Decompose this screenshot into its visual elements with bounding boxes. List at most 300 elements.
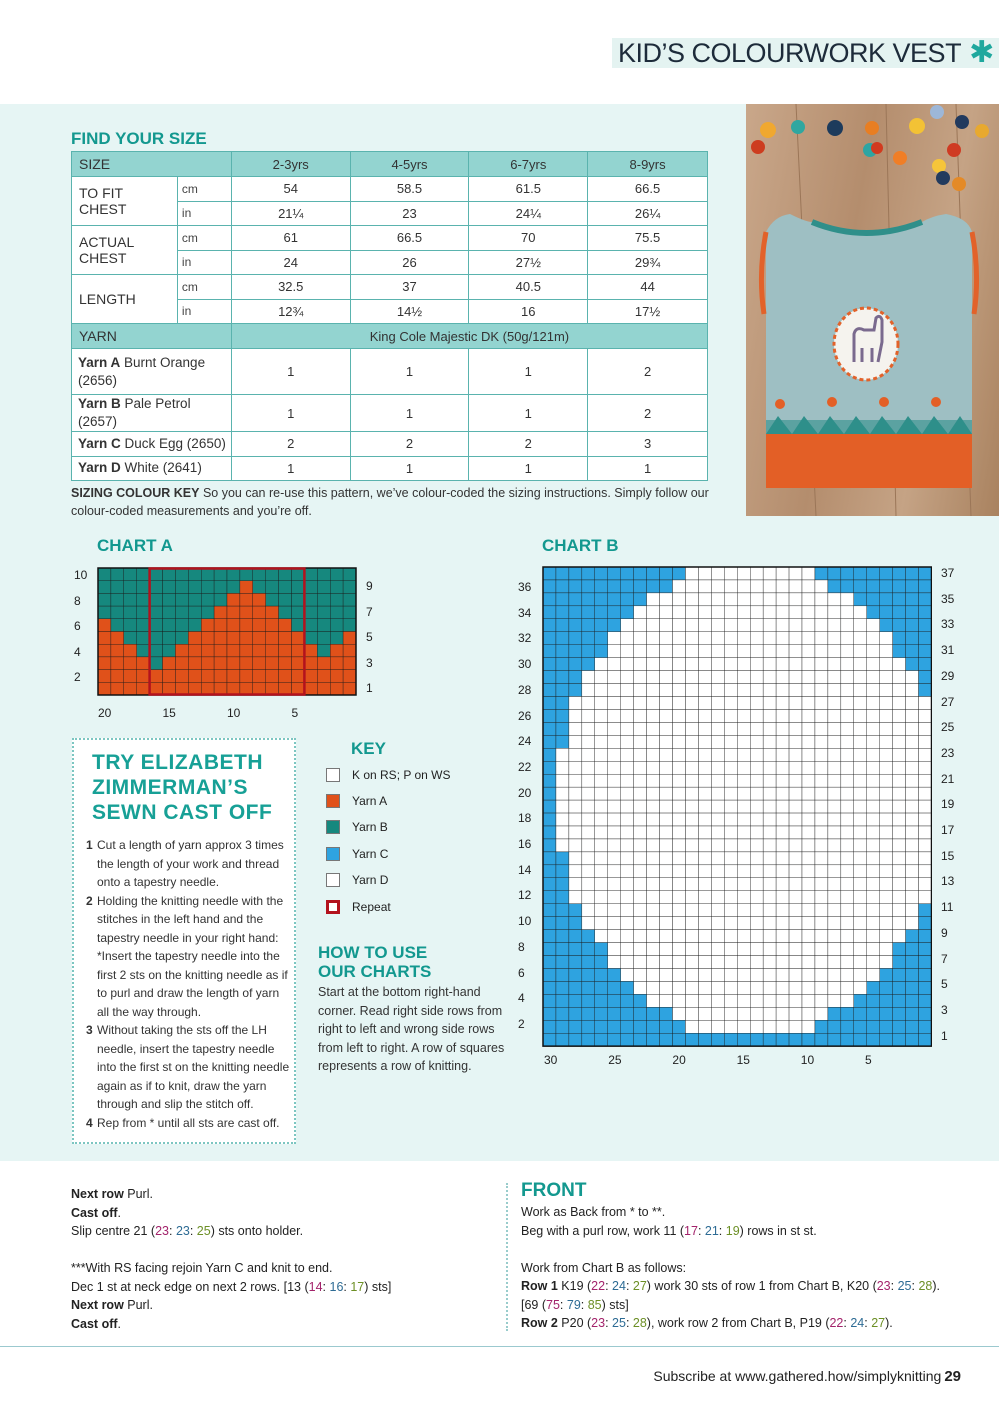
chart-b-cell	[867, 981, 880, 994]
chart-b-cell	[893, 813, 906, 826]
chart-b-cell	[802, 930, 815, 943]
chart-b-cell	[919, 748, 932, 761]
chart-b-cell	[634, 994, 647, 1007]
chart-a-cell	[292, 644, 305, 657]
chart-b-cell	[569, 800, 582, 813]
chart-b-cell	[582, 943, 595, 956]
chart-b-cell	[737, 567, 750, 580]
yarn-b-row	[72, 395, 708, 432]
chart-b-cell	[867, 839, 880, 852]
chart-b-cell	[737, 891, 750, 904]
chart-a-cell	[188, 593, 201, 606]
chart-b-cell	[621, 878, 634, 891]
chart-b-cell	[802, 606, 815, 619]
yarn-count-cell: 1	[350, 349, 469, 395]
chart-b-cell	[893, 580, 906, 593]
chart-a-row-label: 2	[74, 670, 81, 684]
chart-b-cell	[621, 826, 634, 839]
chart-b-cell	[893, 930, 906, 943]
chart-a-cell	[188, 606, 201, 619]
chart-b-cell	[815, 839, 828, 852]
chart-b-cell	[854, 593, 867, 606]
chart-b-cell	[737, 904, 750, 917]
subscribe-link[interactable]: Subscribe at www.gathered.how/simplyknitting	[653, 1368, 942, 1384]
yarn-d-swatch	[326, 873, 340, 887]
chart-b-cell	[828, 671, 841, 684]
chart-b-cell	[763, 865, 776, 878]
chart-b-cell	[673, 761, 686, 774]
chart-b-cell	[711, 956, 724, 969]
chart-b-cell	[867, 761, 880, 774]
chart-b-cell	[647, 878, 660, 891]
chart-b-cell	[815, 904, 828, 917]
chart-b-cell	[569, 826, 582, 839]
chart-b-cell	[893, 761, 906, 774]
chart-b-cell	[685, 865, 698, 878]
chart-b-cell	[647, 774, 660, 787]
chart-b-cell	[698, 1007, 711, 1020]
chart-b-cell	[608, 748, 621, 761]
chart-a-cell	[163, 632, 176, 645]
chart-b-cell	[582, 619, 595, 632]
chart-b-cell	[815, 813, 828, 826]
unit-label: cm	[177, 177, 231, 202]
chart-b-cell	[776, 813, 789, 826]
chart-b-cell	[750, 619, 763, 632]
chart-b-cell	[815, 981, 828, 994]
chart-b-cell	[647, 606, 660, 619]
chart-a-cell	[163, 670, 176, 683]
chart-a-cell	[330, 632, 343, 645]
chart-b-cell	[906, 722, 919, 735]
chart-b-cell	[750, 709, 763, 722]
chart-b-cell	[867, 904, 880, 917]
size-row	[72, 152, 708, 177]
chart-b-cell	[789, 619, 802, 632]
chart-a-cell	[253, 682, 266, 695]
chart-a-cell	[304, 593, 317, 606]
chart-b-cell	[595, 709, 608, 722]
chart-b-cell	[750, 865, 763, 878]
chart-a-cell	[343, 568, 356, 581]
chart-a-cell	[98, 593, 111, 606]
tip-step: 4 Rep from * until all sts are cast off.	[86, 1115, 280, 1130]
chart-b-cell	[673, 968, 686, 981]
chart-a-cell	[111, 657, 124, 670]
chart-b-cell	[750, 943, 763, 956]
vest-photo-illustration	[746, 104, 999, 516]
chart-a-cell	[188, 568, 201, 581]
measurement-cell: 66.5	[588, 177, 708, 202]
chart-a-cell	[137, 632, 150, 645]
chart-b-cell	[841, 697, 854, 710]
chart-b-cell	[750, 632, 763, 645]
chart-b-cell	[647, 1020, 660, 1033]
chart-b-cell	[556, 645, 569, 658]
chart-b-cell	[841, 930, 854, 943]
chart-b-cell	[556, 813, 569, 826]
chart-b-cell	[906, 1033, 919, 1046]
repeat-swatch	[326, 900, 340, 914]
chart-a-cell	[188, 632, 201, 645]
chart-b-row-label: 20	[518, 785, 532, 800]
chart-b-cell	[737, 748, 750, 761]
chart-a-cell	[227, 619, 240, 632]
chart-b-cell	[634, 697, 647, 710]
chart-b-cell	[828, 981, 841, 994]
chart-a-cell	[343, 593, 356, 606]
chart-b-cell	[880, 774, 893, 787]
chart-b-cell	[724, 813, 737, 826]
chart-b-cell	[673, 813, 686, 826]
chart-b-cell	[802, 891, 815, 904]
chart-b-cell	[608, 904, 621, 917]
yarn-count-cell: 1	[231, 456, 350, 481]
chart-a-cell	[150, 670, 163, 683]
chart-a-cell	[163, 568, 176, 581]
chart-a-cell	[304, 568, 317, 581]
chart-b-cell	[802, 748, 815, 761]
chart-b-cell	[815, 580, 828, 593]
chart-b-cell	[737, 943, 750, 956]
chart-a-cell	[343, 581, 356, 594]
chart-b-cell	[906, 878, 919, 891]
chart-b-cell	[789, 1020, 802, 1033]
chart-b-cell	[841, 645, 854, 658]
chart-b-cell	[698, 826, 711, 839]
chart-b-cell	[711, 1007, 724, 1020]
chart-b-cell	[724, 593, 737, 606]
chart-b-cell	[698, 684, 711, 697]
chart-b-cell	[737, 735, 750, 748]
chart-b-cell	[841, 891, 854, 904]
chart-a-cell	[227, 632, 240, 645]
chart-b-cell	[841, 567, 854, 580]
chart-a-col-label: 15	[162, 706, 176, 720]
yarn-count-cell: 2	[231, 432, 350, 457]
sizing-colour-key: SIZING COLOUR KEY So you can re-use this pattern, we’ve colour-coded the sizing instructions. Simply follow our colour-coded measurements and you’re off.	[71, 486, 709, 518]
chart-b-cell	[867, 878, 880, 891]
chart-b-cell	[841, 593, 854, 606]
chart-a-cell	[317, 593, 330, 606]
chart-a-cell	[137, 606, 150, 619]
chart-b-cell	[841, 722, 854, 735]
measurement-cell: 70	[469, 226, 588, 251]
chart-b-cell	[867, 1007, 880, 1020]
chart-b-row-label: 27	[941, 694, 955, 709]
chart-b-cell	[841, 904, 854, 917]
chart-b-cell	[595, 891, 608, 904]
chart-b-cell	[893, 645, 906, 658]
chart-b-cell	[906, 865, 919, 878]
chart-b-cell	[595, 878, 608, 891]
chart-b-cell	[595, 697, 608, 710]
chart-b-cell	[763, 904, 776, 917]
yarn-count-cell: 1	[231, 349, 350, 395]
chart-b-cell	[893, 748, 906, 761]
chart-b-cell	[919, 891, 932, 904]
how-to-title: HOW TO USE OUR CHARTS	[318, 943, 432, 981]
yarn-d-row	[72, 456, 708, 481]
chart-b-cell	[802, 709, 815, 722]
chart-b-cell	[854, 761, 867, 774]
chart-b-cell	[854, 891, 867, 904]
chart-b-cell	[634, 813, 647, 826]
chart-b-cell	[634, 1020, 647, 1033]
chart-b-cell	[608, 774, 621, 787]
chart-b-cell	[556, 904, 569, 917]
chart-b-cell	[647, 593, 660, 606]
chart-b-cell	[906, 891, 919, 904]
chart-b-cell	[569, 593, 582, 606]
chart-b-cell	[750, 891, 763, 904]
chart-b-cell	[841, 956, 854, 969]
chart-b-cell	[750, 917, 763, 930]
chart-b-cell	[789, 839, 802, 852]
chart-b-cell	[608, 852, 621, 865]
chart-b-cell	[789, 904, 802, 917]
chart-b-cell	[660, 1020, 673, 1033]
chart-b-cell	[647, 632, 660, 645]
chart-b-cell	[815, 852, 828, 865]
chart-b-cell	[789, 748, 802, 761]
chart-b-cell	[634, 943, 647, 956]
column-divider	[506, 1183, 508, 1331]
chart-b-cell	[543, 968, 556, 981]
chart-a-cell	[317, 581, 330, 594]
chart-b-cell	[750, 658, 763, 671]
chart-a-cell	[240, 632, 253, 645]
chart-b-cell	[867, 567, 880, 580]
chart-b-cell	[750, 748, 763, 761]
chart-a-cell	[304, 581, 317, 594]
chart-a-cell	[330, 657, 343, 670]
chart-a-cell	[111, 619, 124, 632]
chart-b-cell	[776, 1007, 789, 1020]
chart-b-cell	[763, 761, 776, 774]
chart-b-cell	[595, 761, 608, 774]
chart-b-cell	[660, 787, 673, 800]
chart-b-cell	[776, 645, 789, 658]
chart-b-cell	[556, 839, 569, 852]
unit-label: cm	[177, 226, 231, 251]
chart-b-cell	[802, 904, 815, 917]
chart-b-cell	[867, 735, 880, 748]
chart-b-cell	[919, 1007, 932, 1020]
chart-b-cell	[880, 748, 893, 761]
chart-b-cell	[880, 722, 893, 735]
chart-b-cell	[750, 1007, 763, 1020]
how-to-body: Start at the bottom right-hand corner. Read right side rows from right to left and wrong side rows from left to right. A row of squares represents a row of knitting.	[318, 985, 505, 1073]
chart-b-cell	[828, 930, 841, 943]
chart-b-cell	[634, 1033, 647, 1046]
chart-b-cell	[854, 930, 867, 943]
chart-b-cell	[893, 632, 906, 645]
chart-a-cell	[111, 593, 124, 606]
chart-b-cell	[569, 865, 582, 878]
chart-b-cell	[608, 580, 621, 593]
chart-b-cell	[906, 606, 919, 619]
front-instructions: Work as Back from * to **. Beg with a purl row, work 11 (17: 21: 19) rows in st st. Work from Chart B as follows: Row 1 K19 (22: 24: 27) work 30 sts of row 1 from Chart B, K20 (23: 25: 28). [69 (75: 79: 85) sts] Row 2 P20 (23: 25: 28), work row 2 from Chart B, P19 (22: 24: 27).	[521, 1205, 940, 1330]
chart-a-cell	[137, 670, 150, 683]
chart-b-cell	[685, 994, 698, 1007]
chart-b-cell	[660, 593, 673, 606]
chart-b-cell	[815, 787, 828, 800]
chart-a-cell	[163, 593, 176, 606]
chart-b-cell	[569, 956, 582, 969]
chart-b-cell	[595, 1033, 608, 1046]
chart-b-cell	[634, 735, 647, 748]
chart-a-cell	[137, 682, 150, 695]
chart-a-cell	[150, 606, 163, 619]
chart-b-cell	[621, 748, 634, 761]
chart-a-cell	[98, 568, 111, 581]
chart-b-cell	[608, 956, 621, 969]
chart-b-cell	[569, 852, 582, 865]
chart-b-cell	[634, 748, 647, 761]
chart-b-cell	[569, 774, 582, 787]
chart-a-cell	[124, 581, 137, 594]
chart-b-cell	[543, 722, 556, 735]
chart-b-cell	[789, 722, 802, 735]
chart-b-cell	[789, 930, 802, 943]
yarn-count-cell: 2	[588, 395, 708, 432]
chart-a-cell	[266, 644, 279, 657]
chart-b-cell	[802, 632, 815, 645]
chart-b-cell	[724, 735, 737, 748]
chart-b-cell	[841, 826, 854, 839]
chart-b-cell	[802, 567, 815, 580]
chart-b-cell	[789, 658, 802, 671]
chart-b-cell	[685, 658, 698, 671]
chart-b-cell	[621, 645, 634, 658]
chart-b-cell	[685, 787, 698, 800]
chart-a-cell	[292, 581, 305, 594]
chart-a-cell	[214, 682, 227, 695]
chart-b-cell	[750, 800, 763, 813]
chart-b-cell	[543, 709, 556, 722]
chart-b-cell	[582, 878, 595, 891]
chart-a-cell	[188, 644, 201, 657]
chart-a-cell	[98, 670, 111, 683]
chart-b-cell	[634, 580, 647, 593]
chart-a-cell	[111, 644, 124, 657]
chart-a-cell	[279, 644, 292, 657]
chart-b-cell	[595, 956, 608, 969]
chart-b-cell	[906, 1007, 919, 1020]
chart-b-cell	[724, 826, 737, 839]
chart-b-cell	[854, 787, 867, 800]
chart-b-cell	[634, 787, 647, 800]
chart-b-cell	[802, 968, 815, 981]
chart-b-cell	[763, 1007, 776, 1020]
chart-b-cell	[673, 632, 686, 645]
chart-b-row-label: 2	[518, 1016, 525, 1031]
chart-b-row-label: 13	[941, 874, 955, 889]
chart-b-cell	[776, 917, 789, 930]
chart-b-row-label: 34	[518, 605, 532, 620]
chart-b-cell	[880, 567, 893, 580]
chart-b-row-label: 22	[518, 759, 532, 774]
chart-a-cell	[175, 581, 188, 594]
chart-b-cell	[893, 606, 906, 619]
chart-b-cell	[763, 930, 776, 943]
chart-b-cell	[737, 826, 750, 839]
chart-a-cell	[266, 670, 279, 683]
chart-b-cell	[789, 645, 802, 658]
chart-b-cell	[802, 722, 815, 735]
size-cell: 4-5yrs	[350, 152, 469, 177]
chart-b-cell	[698, 709, 711, 722]
chart-b-cell	[582, 904, 595, 917]
chart-b-cell	[854, 709, 867, 722]
chart-b-cell	[660, 619, 673, 632]
tip-title: TRY ELIZABETH ZIMMERMAN’S SEWN CAST OFF	[92, 751, 273, 824]
chart-b-cell	[724, 722, 737, 735]
chart-b-cell	[828, 1020, 841, 1033]
chart-a-col-label: 20	[98, 706, 112, 720]
measurement-cell: 61.5	[469, 177, 588, 202]
chart-a-cell	[253, 606, 266, 619]
chart-b-cell	[608, 930, 621, 943]
size-table-heading: FIND YOUR SIZE	[71, 129, 207, 148]
chart-b-cell	[828, 580, 841, 593]
chart-a-cell	[292, 657, 305, 670]
chart-b-cell	[608, 813, 621, 826]
chart-a-cell	[330, 581, 343, 594]
chart-b-cell	[737, 981, 750, 994]
chart-b-cell	[543, 800, 556, 813]
measurement-cell: 54	[231, 177, 350, 202]
chart-b-cell	[569, 891, 582, 904]
chart-b-cell	[569, 684, 582, 697]
chart-a-cell	[175, 606, 188, 619]
chart-b-cell	[698, 671, 711, 684]
chart-b-cell	[556, 709, 569, 722]
chart-b-row-label: 9	[941, 925, 948, 940]
chart-b-cell	[880, 787, 893, 800]
chart-b-cell	[815, 735, 828, 748]
chart-b-cell	[660, 709, 673, 722]
chart-b-cell	[893, 904, 906, 917]
chart-b-cell	[815, 761, 828, 774]
chart-b-cell	[841, 658, 854, 671]
chart-b-cell	[880, 632, 893, 645]
chart-b-cell	[789, 865, 802, 878]
chart-b-cell	[569, 1020, 582, 1033]
chart-b-cell	[828, 994, 841, 1007]
unit-label: in	[177, 201, 231, 226]
chart-a-cell	[266, 632, 279, 645]
chart-b-cell	[647, 1033, 660, 1046]
chart-b-cell	[815, 709, 828, 722]
chart-b-cell	[776, 865, 789, 878]
chart-b-cell	[724, 761, 737, 774]
chart-b-cell	[919, 722, 932, 735]
chart-b-cell	[634, 956, 647, 969]
chart-b-cell	[737, 800, 750, 813]
chart-a-cell	[150, 568, 163, 581]
chart-a-row-label: 6	[74, 619, 81, 633]
chart-b-cell	[608, 697, 621, 710]
chart-b-cell	[647, 709, 660, 722]
chart-b-cell	[711, 619, 724, 632]
chart-a-row-label: 4	[74, 644, 81, 659]
chart-b-cell	[828, 684, 841, 697]
chart-b-cell	[906, 567, 919, 580]
chart-b-cell	[647, 968, 660, 981]
chart-b-cell	[685, 852, 698, 865]
